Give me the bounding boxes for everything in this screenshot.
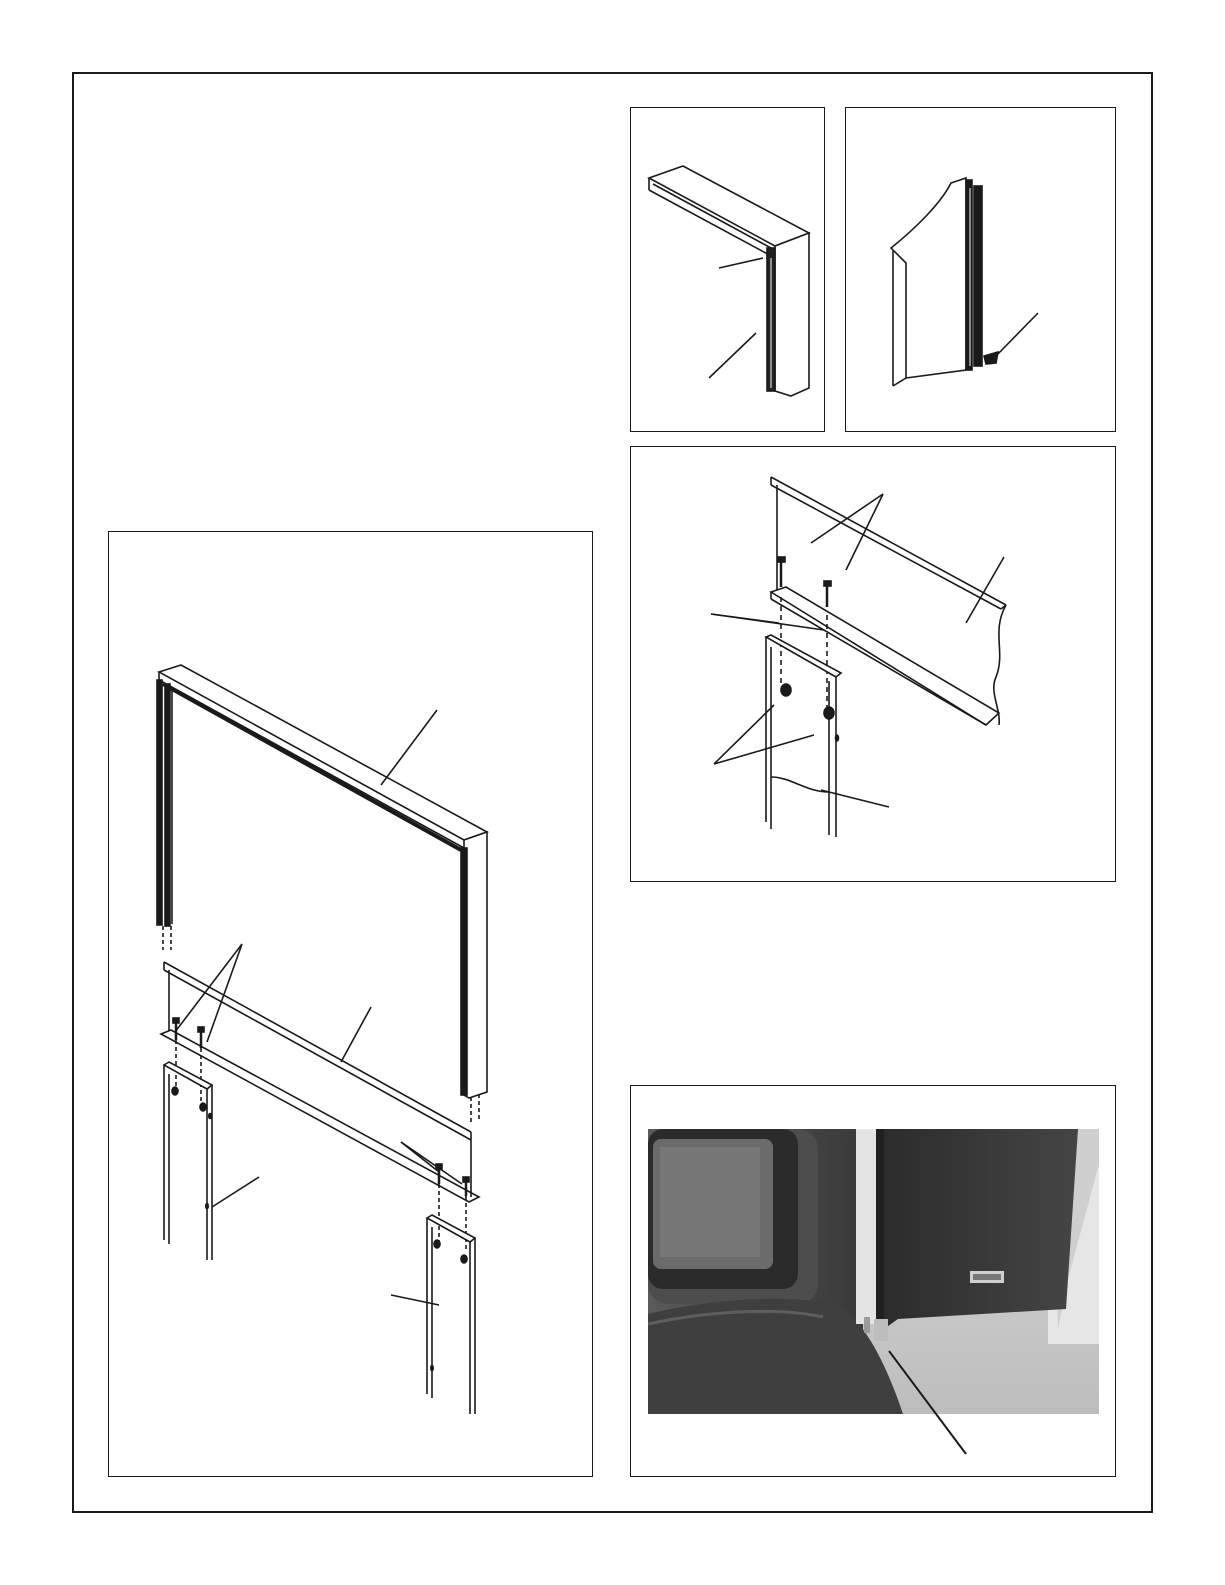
corner-detail-figure (630, 107, 825, 432)
screw-detail-figure (845, 107, 1116, 432)
screw-detail-drawing (846, 108, 1117, 433)
photo-rendering (648, 1129, 1099, 1414)
frame-assembly-figure (108, 531, 593, 1477)
installed-frame-photo (648, 1129, 1099, 1414)
frame-assembly-drawing (109, 532, 594, 1478)
installed-photo-figure (630, 1085, 1116, 1477)
corner-detail-drawing (631, 108, 826, 433)
bracket-detail-drawing (631, 447, 1117, 883)
bracket-detail-figure (630, 446, 1116, 882)
